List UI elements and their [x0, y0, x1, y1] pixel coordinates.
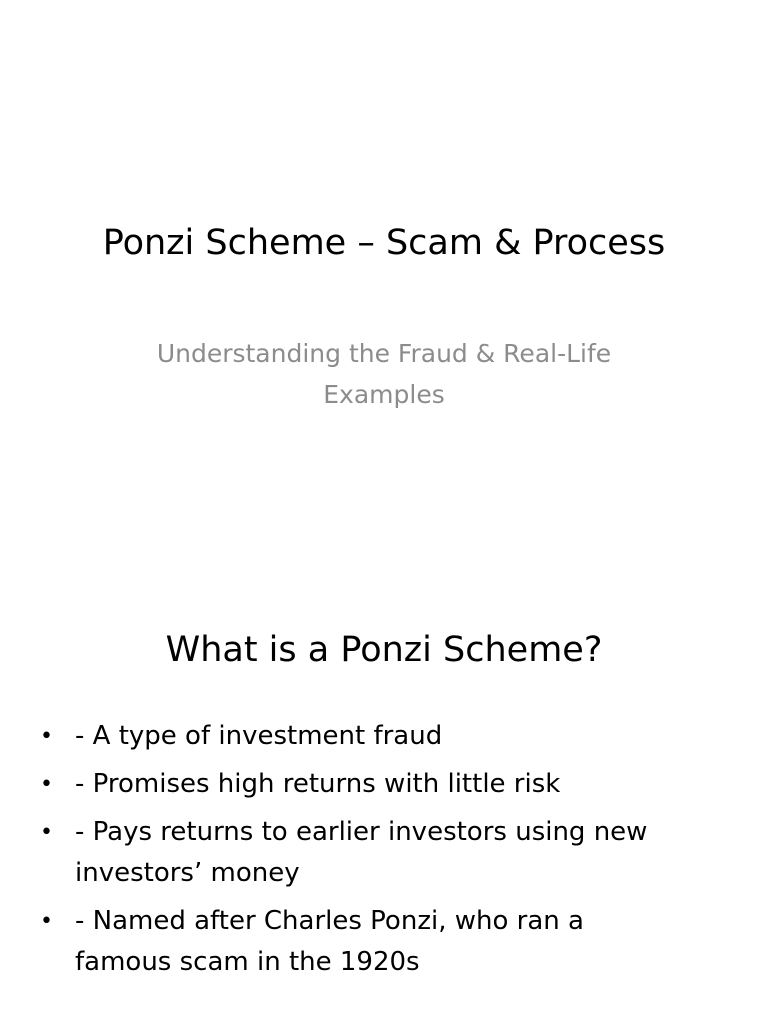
bullet-text: - A type of investment fraud [75, 721, 443, 751]
bullet-dot-icon: • [40, 772, 53, 797]
bullet-text: - Pays returns to earlier investors using new [75, 817, 648, 847]
content-slide [0, 576, 768, 1024]
bullet-item [38, 716, 728, 757]
slide-subtitle [114, 333, 654, 415]
subtitle-line: Understanding the Fraud & Real-Life [156, 339, 612, 368]
bullet-text: investors’ money [75, 858, 300, 888]
bullet-item [38, 812, 728, 894]
bullet-dot-icon: • [40, 724, 53, 749]
slide-title: What is a Ponzi Scheme? [165, 630, 603, 670]
bullet-dot-icon: • [40, 909, 53, 934]
bullet-item [38, 764, 728, 805]
bullet-item [38, 901, 728, 983]
subtitle-line: Examples [323, 380, 445, 409]
bullet-text: - Named after Charles Ponzi, who ran a [75, 906, 584, 936]
slide-title: Ponzi Scheme – Scam & Process [102, 223, 666, 263]
bullet-text: famous scam in the 1920s [75, 947, 420, 977]
bullet-dot-icon: • [40, 820, 53, 845]
bullet-list [38, 716, 728, 990]
bullet-text: - Promises high returns with little risk [75, 769, 561, 799]
